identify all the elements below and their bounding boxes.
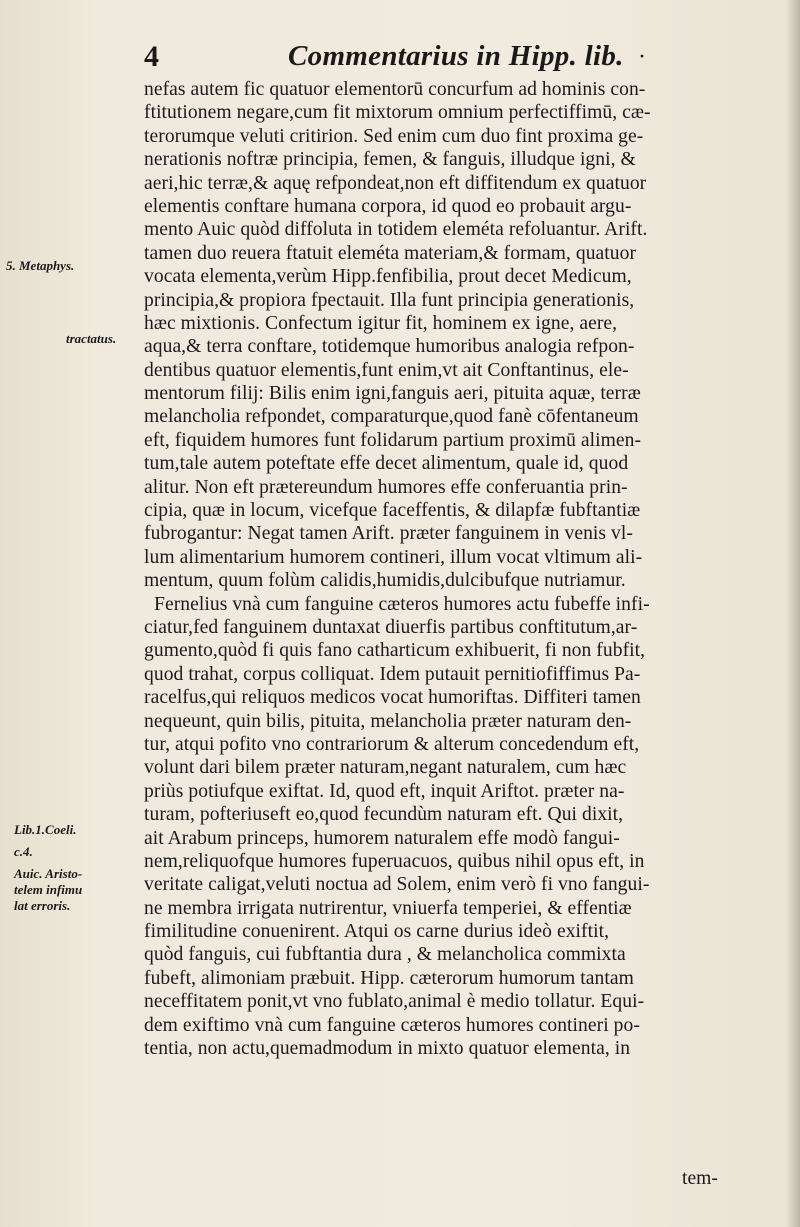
text-line: nem,reliquofque humores fuperuacuos, quibus nihil opus eft, in [144,850,645,872]
text-line: ait Arabum princeps, humorem naturalem effe modò fangui- [144,827,620,849]
page-edge-shadow [786,0,800,1227]
text-line: nequeunt, quin bilis, pituita, melancholia præter naturam den- [144,710,632,732]
text-line: ne membra irrigata nutrirentur, vniuerfa temperiei, & effentiæ [144,897,632,919]
text-line: racelfus,qui reliquos medicos vocat humoriftas. Diffiteri tamen [144,687,641,709]
text-line: fubeft, alimoniam præbuit. Hipp. cæterorum humorum tantam [144,967,634,989]
text-line: eft, fiquidem humores funt folidarum partium proximū alimen- [144,429,642,451]
margin-note: 5. Metaphys. [6,258,75,273]
main-text-column [144,78,780,1060]
catchword: tem- [682,1168,718,1189]
text-line: gumento,quòd fi quis fano catharticum exhibuerit, fi non fubfit, [144,640,646,662]
text-line: quòd fanguis, cui fubftantia dura , & melancholica commixta [144,944,626,966]
text-line: nefas autem fic quatuor elementorū concurfum ad hominis con- [144,79,646,100]
margin-note: tractatus. [66,331,117,346]
text-line: fimilitudine conuenirent. Atqui os carne durius ideò exiftit, [144,921,610,943]
text-line: mentorum filij: Bilis enim igni,fanguis aeri, pituita aquæ, terræ [144,383,641,405]
text-line: elementis conftare humana corpora, id quod eo probauit argu- [144,195,632,217]
text-line: principia,& propiora fpectauit. Illa funt principia generationis, [144,289,635,311]
text-line: aqua,& terra conftare, totidemque humoribus analogia refpon- [144,336,635,358]
margin-note: Auic. Aristo- [14,866,83,881]
margin-note: telem infimu [14,882,83,897]
text-line: tum,tale autem poteftate effe decet alimentum, quale id, quod [144,453,629,475]
text-line: alitur. Non eft prætereundum humores effe conferuantia prin- [144,476,628,498]
running-title: Commentarius in Hipp. lib. [288,40,624,72]
text-line: lum alimentarium humorem contineri, illum vocat vltimum ali- [144,546,643,568]
header-ornament: · [638,44,646,70]
text-line: mentum, quum folùm calidis,humidis,dulcibufque nutriamur. [144,570,626,592]
text-line: hæc mixtionis. Confectum igitur fit, hominem ex igne, aere, [144,312,618,334]
text-line: quod trahat, corpus colliquat. Idem putauit pernitiofiffimus Pa- [144,663,641,685]
text-line: priùs potiufque exiftat. Id, quod eft, inquit Ariftot. præter na- [144,780,625,802]
page-header [138,40,698,80]
margin-note: c.4. [14,844,33,859]
margin-note: Lib.1.Coeli. [14,822,77,837]
margin-note: lat erroris. [14,898,71,913]
text-line: veritate caligat,veluti noctua ad Solem, enim verò fi vno fangui- [144,874,650,896]
text-line: tamen duo reuera ftatuit eleméta materiam,& formam, quatuor [144,242,637,264]
text-line: terorumque veluti critirion. Sed enim cum duo fint proxima ge- [144,125,644,147]
text-line: dem exiftimo vnà cum fanguine cæteros humores contineri po- [144,1014,640,1036]
text-line: tentia, non actu,quemadmodum in mixto quatuor elementa, in [144,1038,631,1060]
text-line: vocata elementa,verùm Hipp.fenfibilia, prout decet Medicum, [144,266,632,288]
text-line: volunt dari bilem præter naturam,negant naturalem, cum hæc [144,757,627,779]
text-line: aeri,hic terræ,& aquę refpondeat,non eft diffitendum ex quatuor [144,172,647,194]
text-line: dentibus quatuor elementis,funt enim,vt ait Conftantinus, ele- [144,359,629,381]
page-number: 4 [144,40,159,73]
text-line: melancholia refpondet, comparaturque,quod fanè cōfentaneum [144,406,639,428]
text-line: nerationis noftræ principia, femen, & fanguis, illudque igni, & [144,149,636,171]
text-line: Fernelius vnà cum fanguine cæteros humores actu fubeffe infi- [154,593,650,615]
text-line: tur, atqui pofito vno contrariorum & alterum concedendum eft, [144,733,640,755]
text-line: ftitutionem negare,cum fit mixtorum omnium perfectiffimū, cæ- [144,102,651,124]
text-line: neceffitatem ponit,vt vno fublato,animal è medio tollatur. Equi- [144,991,645,1013]
margin-notes [0,0,140,1227]
text-line: fubrogantur: Negat tamen Arift. præter fanguinem in venis vl- [144,523,633,545]
text-line: ciatur,fed fanguinem duntaxat diuerfis partibus conftitutum,ar- [144,616,638,638]
text-line: cipia, quæ in locum, vicefque faceffentis, & dilapfæ fubftantiæ [144,500,641,522]
text-line: turam, pofteriuseft eo,quod fecundùm naturam eft. Qui dixit, [144,804,624,826]
text-line: mento Auic quòd diffoluta in totidem eleméta refoluantur. Arift. [144,219,648,241]
